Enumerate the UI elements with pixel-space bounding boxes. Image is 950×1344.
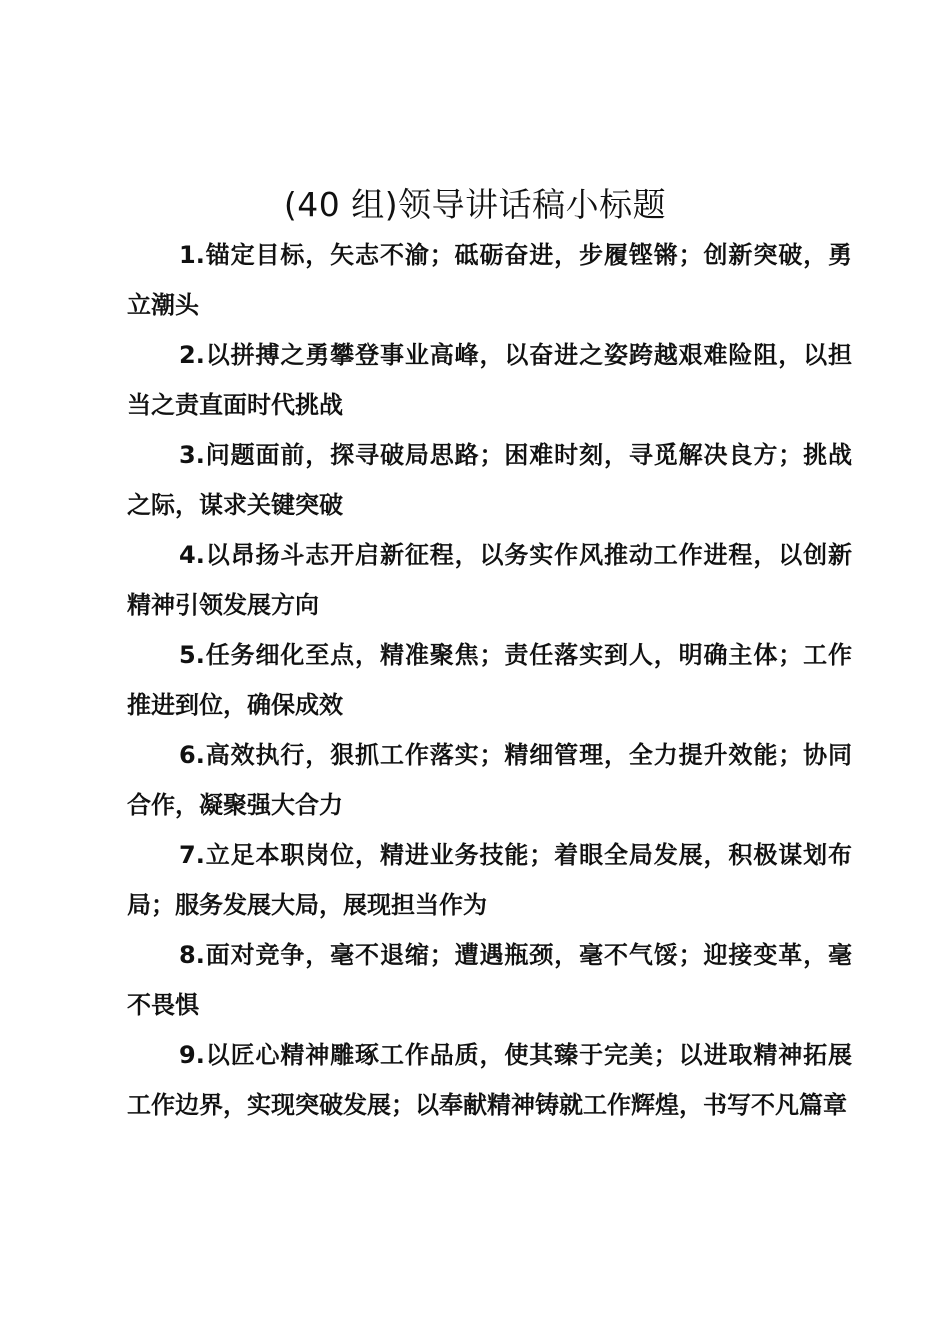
list-item: 2.以拼搏之勇攀登事业高峰，以奋进之姿跨越艰难险阻，以担当之责直面时代挑战: [127, 341, 852, 419]
list-item: 9.以匠心精神雕琢工作品质，使其臻于完美；以进取精神拓展工作边界，实现突破发展；以奉献精神铸就工作辉煌，书写不凡篇章: [127, 1041, 852, 1119]
headline-list: [127, 230, 852, 1130]
page-title: (40 组)领导讲话稿小标题: [283, 185, 667, 224]
list-item: 7.立足本职岗位，精进业务技能；着眼全局发展，积极谋划布局；服务发展大局，展现担当作为: [127, 841, 852, 919]
list-item: 1.锚定目标，矢志不渝；砥砺奋进，步履铿锵；创新突破，勇立潮头: [127, 241, 852, 319]
list-item: 5.任务细化至点，精准聚焦；责任落实到人，明确主体；工作推进到位，确保成效: [127, 641, 852, 719]
list-item: 3.问题面前，探寻破局思路；困难时刻，寻觅解决良方；挑战之际，谋求关键突破: [127, 441, 852, 519]
list-item: 8.面对竞争，毫不退缩；遭遇瓶颈，毫不气馁；迎接变革，毫不畏惧: [127, 941, 852, 1019]
list-item: 4.以昂扬斗志开启新征程，以务实作风推动工作进程，以创新精神引领发展方向: [127, 541, 852, 619]
list-item: 6.高效执行，狠抓工作落实；精细管理，全力提升效能；协同合作，凝聚强大合力: [127, 741, 852, 819]
